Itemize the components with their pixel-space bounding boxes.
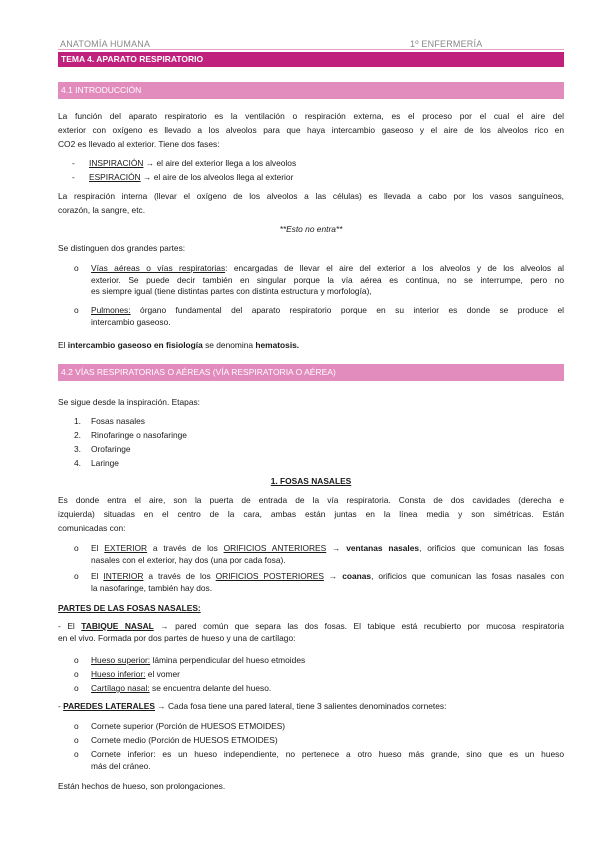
section-title: 4.2 VÍAS RESPIRATORIAS O AÉREAS (VÍA RESPIRATORIA O AÉREA) — [61, 367, 336, 377]
dash-bullet: - — [72, 172, 75, 182]
list-item-text: ESPIRACIÓN → el aire de los alveolos llega al exterior — [89, 172, 294, 182]
paragraph-line: Se distinguen dos grandes partes: — [58, 243, 186, 253]
ring-bullet: o — [74, 721, 79, 731]
topic-bar — [58, 52, 564, 67]
list-item-text: Pulmones: órgano fundamental del aparato respiratorio porque en su interior es donde se produce el intercambio gaseoso. — [91, 305, 565, 327]
list-item-text: Cornete superior (Porción de HUESOS ETMOIDES) — [91, 721, 286, 731]
topic-title: TEMA 4. APARATO RESPIRATORIO — [61, 54, 204, 64]
header-divider — [58, 49, 564, 50]
list-item-text: Cornete inferior: es un hueso independiente, no pertenece a otro hueso más grande, sino que es un hueso más del cráneo. — [91, 749, 564, 771]
note-text: **Esto no entra** — [279, 224, 343, 234]
list-item: - El TABIQUE NASAL → pared común que separa las dos fosas. El tabique está recubierto por mucosa respiratoria en el vivo. Formada por dos partes de hueso y una de cartílago: — [58, 621, 564, 643]
paragraph-line: izquierda) situadas en el centro de la cara, ambas están juntas en la línea media y son simétricas. Están — [58, 509, 564, 519]
paragraph-line: corazón, la sangre, etc. — [58, 205, 146, 215]
ring-bullet: o — [74, 543, 79, 553]
list-item-text: Hueso inferior: el vomer — [91, 669, 180, 679]
dash-bullet: - — [72, 158, 75, 168]
ring-bullet: o — [74, 655, 79, 665]
list-item-text: El EXTERIOR a través de los ORIFICIOS ANTERIORES → ventanas nasales, orificios que comunican las fosas nasales con el exterior, hay dos (una por cada fosa). — [91, 543, 565, 565]
section-bar-intro — [58, 82, 564, 99]
list-item: - PAREDES LATERALES → Cada fosa tiene una pared lateral, tiene 3 salientes denominados cornetes: — [58, 701, 447, 711]
parts-heading: PARTES DE LAS FOSAS NASALES: — [58, 603, 201, 613]
list-item-text: El INTERIOR a través de los ORIFICIOS POSTERIORES → coanas, orificios que comunican las fosas nasales con la nasofaringe, también hay dos. — [91, 571, 565, 593]
paragraph-line: Están hechos de hueso, son prolongaciones. — [58, 781, 226, 791]
ring-bullet: o — [74, 749, 79, 759]
header-subject: ANATOMÍA HUMANA — [60, 39, 151, 49]
list-item-text: Cornete medio (Porción de HUESOS ETMOIDES) — [91, 735, 278, 745]
ring-bullet: o — [74, 735, 79, 745]
ring-bullet: o — [74, 263, 79, 273]
header-course: 1º ENFERMERÍA — [410, 39, 483, 49]
list-item-text: INSPIRACIÓN → el aire del exterior llega a los alveolos — [89, 158, 297, 168]
ring-bullet: o — [74, 305, 79, 315]
section-title: 4.1 INTRODUCCIÓN — [61, 85, 142, 95]
list-item-text: Cartílago nasal: se encuentra delante del hueso. — [91, 683, 272, 693]
paragraph-line: El intercambio gaseoso en fisiología se denomina hematosis. — [58, 340, 300, 350]
ring-bullet: o — [74, 683, 79, 693]
paragraph-line: CO2 es llevado al exterior. Tiene dos fases: — [58, 139, 220, 149]
paragraph-line: Se sigue desde la inspiración. Etapas: — [58, 397, 200, 407]
subsection-title: 1. FOSAS NASALES — [270, 476, 352, 486]
section-bar-airways — [58, 364, 564, 381]
paragraph-line: exterior con oxígeno es llevado a los alveolos para que haya intercambio gaseoso y el aire de los alveolos rico en — [58, 125, 564, 135]
ring-bullet: o — [74, 669, 79, 679]
list-item-text: Vías aéreas o vías respiratorias: encargadas de llevar el aire del exterior a los alveolos y de los alveolos al exterior. Se puede decir también en singular porque la vía aérea es continua, no se interrumpe, pero no es siempre igual (tiene distintas partes con distinta estructura y morfología), — [91, 263, 564, 297]
paragraph-line: Es donde entra el aire, son la puerta de entrada de la vía respiratoria. Consta de dos cavidades (derecha e — [58, 495, 564, 505]
paragraph-line: comunicadas con: — [58, 523, 126, 533]
ring-bullet: o — [74, 571, 79, 581]
paragraph-line: La función del aparato respiratorio es la ventilación o respiración externa, es el proceso por el cual el aire del — [58, 111, 564, 121]
paragraph-line: La respiración interna (llevar el oxígeno de los alveolos a las células) es llevada a cabo por los vasos sanguíneos, — [58, 191, 564, 201]
list-item-text: Hueso superior: lámina perpendicular del hueso etmoides — [91, 655, 306, 665]
